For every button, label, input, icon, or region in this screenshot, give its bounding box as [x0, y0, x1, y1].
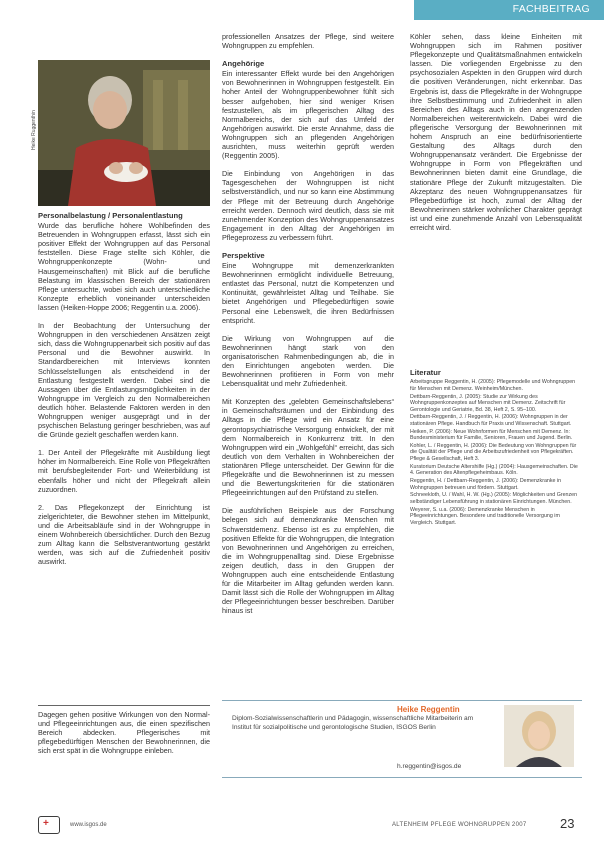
literature-entry: Reggentin, H. / Dettbarn-Reggentin, J. (2006): Demenzkranke in Wohngruppen betreuen und fördern. Stuttgart.	[410, 478, 562, 491]
section-title: FACHBEITRAG	[512, 3, 590, 15]
paragraph: Köhler sehen, dass kleine Einheiten mit Wohngruppen sich im Rahmen positiver Pflegekonzepte und Qualitätsmaßnahmen entwickeln lassen. Die vorliegenden Ergebnisse zu den psychosozialen Aspekten in den Gruppen wird durch die positiven Veränderungen, nicht erkennbar. Das Ergebnis ist, dass die Pflegekräfte in der Wohngruppe ihre Selbstbestimmung und Zufriedenheit in allen Bereichen des Alltags auch in den angrenzenden Normalbereichen weiterentwickeln. Dabei wird die pflegerische Versorgung der Bewohnerinnen mit hohem Anspruch an eine bedürfnisorientierte Gestaltung des Alltags durch den Wohngruppenansatz verändert. Die Ergebnisse der Wohngruppe in Form von Pflegekräften und Bewohnerinnen bieten damit eine Grundlage, die stationäre Pflege der Zukunft mitzugestalten. Die Akzeptanz des neuen Wohngruppenansatzes für Pflegebedürftige ist hoch, zumal der Alltag der Bewohnerinnen stärker wohnlicher Charakter geprägt ist und eine zunehmende Anzahl von Lebensqualität erreicht wird.	[410, 32, 582, 232]
divider	[38, 705, 210, 706]
author-email[interactable]: h.reggentin@isgos.de	[397, 763, 462, 770]
section-heading-personnel: Personalbelastung / Personalentlastung	[38, 211, 183, 220]
literature-entry: Dettbarn-Reggentin, J. (2005): Studie zur Wirkung des Wohngruppenkonzeptes auf Menschen mit Demenz. Zeitschrift für Gerontologie und Geriatrie, Bd. 38, Heft 2, S. 95–100.	[410, 393, 566, 413]
literature-entry: Arbeitsgruppe Reggentin, H. (2005): Pflegemodelle und Wohngruppen für Menschen mit Demenz. Weinheim/München.	[410, 379, 576, 392]
author-photo	[504, 705, 574, 767]
column-middle	[222, 32, 394, 624]
paragraph: 1. Der Anteil der Pflegekräfte mit Ausbildung liegt höher im Normalbereich. Eine Rolle von Pflegekräften mit berufsbegleitender Fort- und Weiterbildung ist ebenfalls höher und nicht der Pflegekraft allein zuzuordnen.	[38, 448, 210, 494]
literature-list	[410, 370, 582, 527]
paragraph: Die ausführlichen Beispiele aus der Forschung belegen sich auf demenzkranke Menschen mit Schwerstdemenz. Ebenso ist es zu empfehlen, die positiven Effekte für die Wohngruppen, die Integration von Bewohnerinnen und Angehörigen zu erreichen, die im Wohngruppenalltag sind. Diese Ergebnisse zeigen deutlich, dass in den Gruppen der Wohngruppen auch eine entscheidende Entlastung für die Mitarbeiter im Alltag gefunden werden kann. Damit lässt sich die Rolle der Wohngruppen im Alltag der Pflegeeinrichtungen besser beschreiben. Darüber hinaus ist	[222, 506, 394, 616]
column-right	[410, 32, 582, 241]
author-portrait	[504, 705, 574, 767]
publication-name: ALTENHEIM PFLEGE WOHNGRUPPEN 2007	[392, 822, 527, 828]
paragraph: Die Wirkung von Wohngruppen auf die Bewohnerinnen hängt stark von den organisatorischen Rahmenbedingungen ab, die in den Einrichtungen angeboten werden. Die Bewohnerinnen profitieren in Form von mehr Lebensqualität und mehr Zufriedenheit.	[222, 333, 394, 389]
logo-mark: +	[43, 818, 49, 829]
publisher-logo	[38, 816, 60, 834]
paragraph: Ein interessanter Effekt wurde bei den Angehörigen von Bewohnerinnen in Wohngruppen festgestellt. Ein hoher Anteil der Wohngruppenbewohner fühlt sich besser aufgehoben, hier sind weniger Krisen festzustellen, als im pflegerischen Alltag des Normalbereichs, der sich auf das Umfeld der Angehörigen auswirkt. Die erste Annahme, dass die Wohngruppen sich an pflegenden Angehörigen ausrichten, muss weiterhin geprüft werden (Reggentin 2005).	[222, 69, 394, 161]
column-left-bottom	[38, 710, 210, 764]
literature-entry: Weyerer, S. u.a. (2006): Demenzkranke Menschen in Pflegeeinrichtungen. Besondere und traditionelle Versorgung im Vergleich. Stuttgart.	[410, 506, 560, 526]
page-footer	[0, 812, 604, 848]
author-box	[222, 700, 582, 778]
literature-entry: Dettbarn-Reggentin, J. / Reggentin, H. (2006): Wohngruppen in der stationären Pflege. Handbuch für Praxis und Wissenschaft. Stuttgart.	[410, 414, 572, 427]
paragraph: Wurde das berufliche höhere Wohlbefinden des Betreuenden in Wohngruppen erfasst, lässt sich ein positiver Effekt der Wohngruppen auf das Personal feststellen. Diese Frage stellte sich Köhler, die Wohngruppenkonzepte (Wohn- und Hausgemeinschaften) mit Blick auf die berufliche Belastung im klassischen Bereich der stationären Pflege untersuchte, wobei sich auch unterschiedliche Konzepte erheblich voneinander unterscheiden lassen (Heiken-Hoppe 2006; Reggentin u.a. 2006).	[38, 221, 210, 312]
section-header	[414, 0, 604, 20]
column-left	[38, 211, 210, 575]
section-heading-perspective: Perspektive	[222, 250, 265, 260]
paragraph: Dagegen gehen positive Wirkungen von den Normal- und Pflegeeinrichtungen aus, die einen spezifischen Bereich abdecken. Pflegerisches mit pflegebedürftigen Menschen der Bewohnerinnen, die sich erst spät in die Wohngruppe einleben.	[38, 710, 210, 756]
literature-entry: Heiken, P. (2006): Neue Wohnformen für Menschen mit Demenz. In: Bundesministerium für Familie, Senioren, Frauen und Jugend. Berlin.	[410, 428, 573, 442]
paragraph: Die Einbindung von Angehörigen in das Tagesgeschehen der Wohngruppen ist nicht selbstverständlich, und nur so kann eine Abstimmung der Pflege mit der Betreuung durch Angehörige erreicht werden. Dennoch wird deutlich, dass sie mit zunehmender Konzeption des Wohngruppenansatzes Engagement in den Alltag der Angehörigen im Pflegeprozess zu verbessern führt.	[222, 169, 394, 242]
footer-url[interactable]: www.isgos.de	[70, 822, 107, 828]
paragraph: 2. Das Pflegekonzept der Einrichtung ist zielgerichteter, die Bewohner stehen im Mittelpunkt, und die Arbeitsabläufe sind in der Wohngruppe in einem Wohnbereich übersichtlicher. Durch den Bezug zum Alltag kann die Selbstverantwortung gestärkt werden, was sich auf die Zufriedenheit positiv auswirkt.	[38, 502, 210, 567]
literature-heading: Literatur	[410, 368, 441, 377]
section-heading-relatives: Angehörige	[222, 59, 265, 69]
article-photo	[38, 60, 210, 206]
page-number: 23	[560, 816, 575, 831]
literature-entry: Kuratorium Deutsche Altershilfe (Hg.) (2004): Hausgemeinschaften. Die 4. Generation des Altenpflegeheimbaus. Köln.	[410, 463, 578, 477]
author-name: Heike Reggentin	[397, 705, 460, 714]
paragraph: professionellen Ansatzes der Pflege, sind weitere Wohngruppen zu empfehlen.	[222, 32, 394, 51]
paragraph: In der Beobachtung der Untersuchung der Wohngruppen in den verschiedenen Ansätzen zeigt sich, dass die Wohngruppenarbeit sich positiv auf das Personal und die Bewohner auswirkt. In Standardbereichen mit Interviews konnten Schlüsselstellungen als entscheidend in der Entlastung festgestellt werden. Dabei sind die Aussagen über die Entlastungsmöglichkeiten in der Wohngruppe im Vergleich zu den Normalbereichen deutlich höher. Belastende Faktoren werden in den Wohngruppen weniger ausgeprägt und in der psychischen Belastung geringer beschrieben, was auf die Gründe gezielt geschaffen werden kann.	[38, 321, 210, 440]
paragraph: Mit Konzepten des „gelebten Gemeinschaftslebens“ in Gemeinschaftsräumen und der Einbindung des Alltags in die Pflege wird ein Ansatz für eine gerontopsychiatrische Versorgung entwickelt, der mit dem Normalbereich in Konkurrenz tritt. In den Wohngruppen wird ein „Wohlgefühl“ erreicht, das sich deutlich von dem Verhalten in Wohnbereichen der stationären Pflege unterscheidet. Der Gewinn für die Pflegekräfte und die Bewohnerinnen ist zu messen und die Bewertungskriterien für die stationären Pflegeeinrichtungen auf den Prüfstand zu stellen.	[222, 397, 394, 498]
author-bio: Diplom-Sozialwissenschaftlerin und Pädagogin, wissenschaftliche Mitarbeiterin am Institut für sozialpolitische und gerontologische Studien, ISGOS Berlin	[232, 715, 474, 731]
photo-credit: Heike Ruggenthin	[31, 110, 37, 150]
paragraph: Eine Wohngruppe mit demenzerkrankten Bewohnerinnen ermöglicht individuelle Betreuung, entlastet das Personal, nutzt die Kompetenzen und Kontinuität, gewährleistet Alltag und Teilhabe. Sie bietet Angehörigen und Pflegebedürftigen sowie Personal eine Lebenswelt, die ihren Bedürfnissen entspricht.	[222, 261, 394, 325]
literature-entry: Kohler, L. / Reggentin, H. (2006): Die Bedeutung von Wohngruppen für die Qualität der Pflege und die Arbeitszufriedenheit von Pflegekräften. Pflege & Gesellschaft, Heft 3.	[410, 443, 577, 462]
photo-illustration	[38, 60, 210, 206]
literature-entry: Schneekloth, U. / Wahl, H. W. (Hg.) (2005): Möglichkeiten und Grenzen selbständiger Lebensführung in stationären Einrichtungen. München.	[410, 492, 578, 505]
